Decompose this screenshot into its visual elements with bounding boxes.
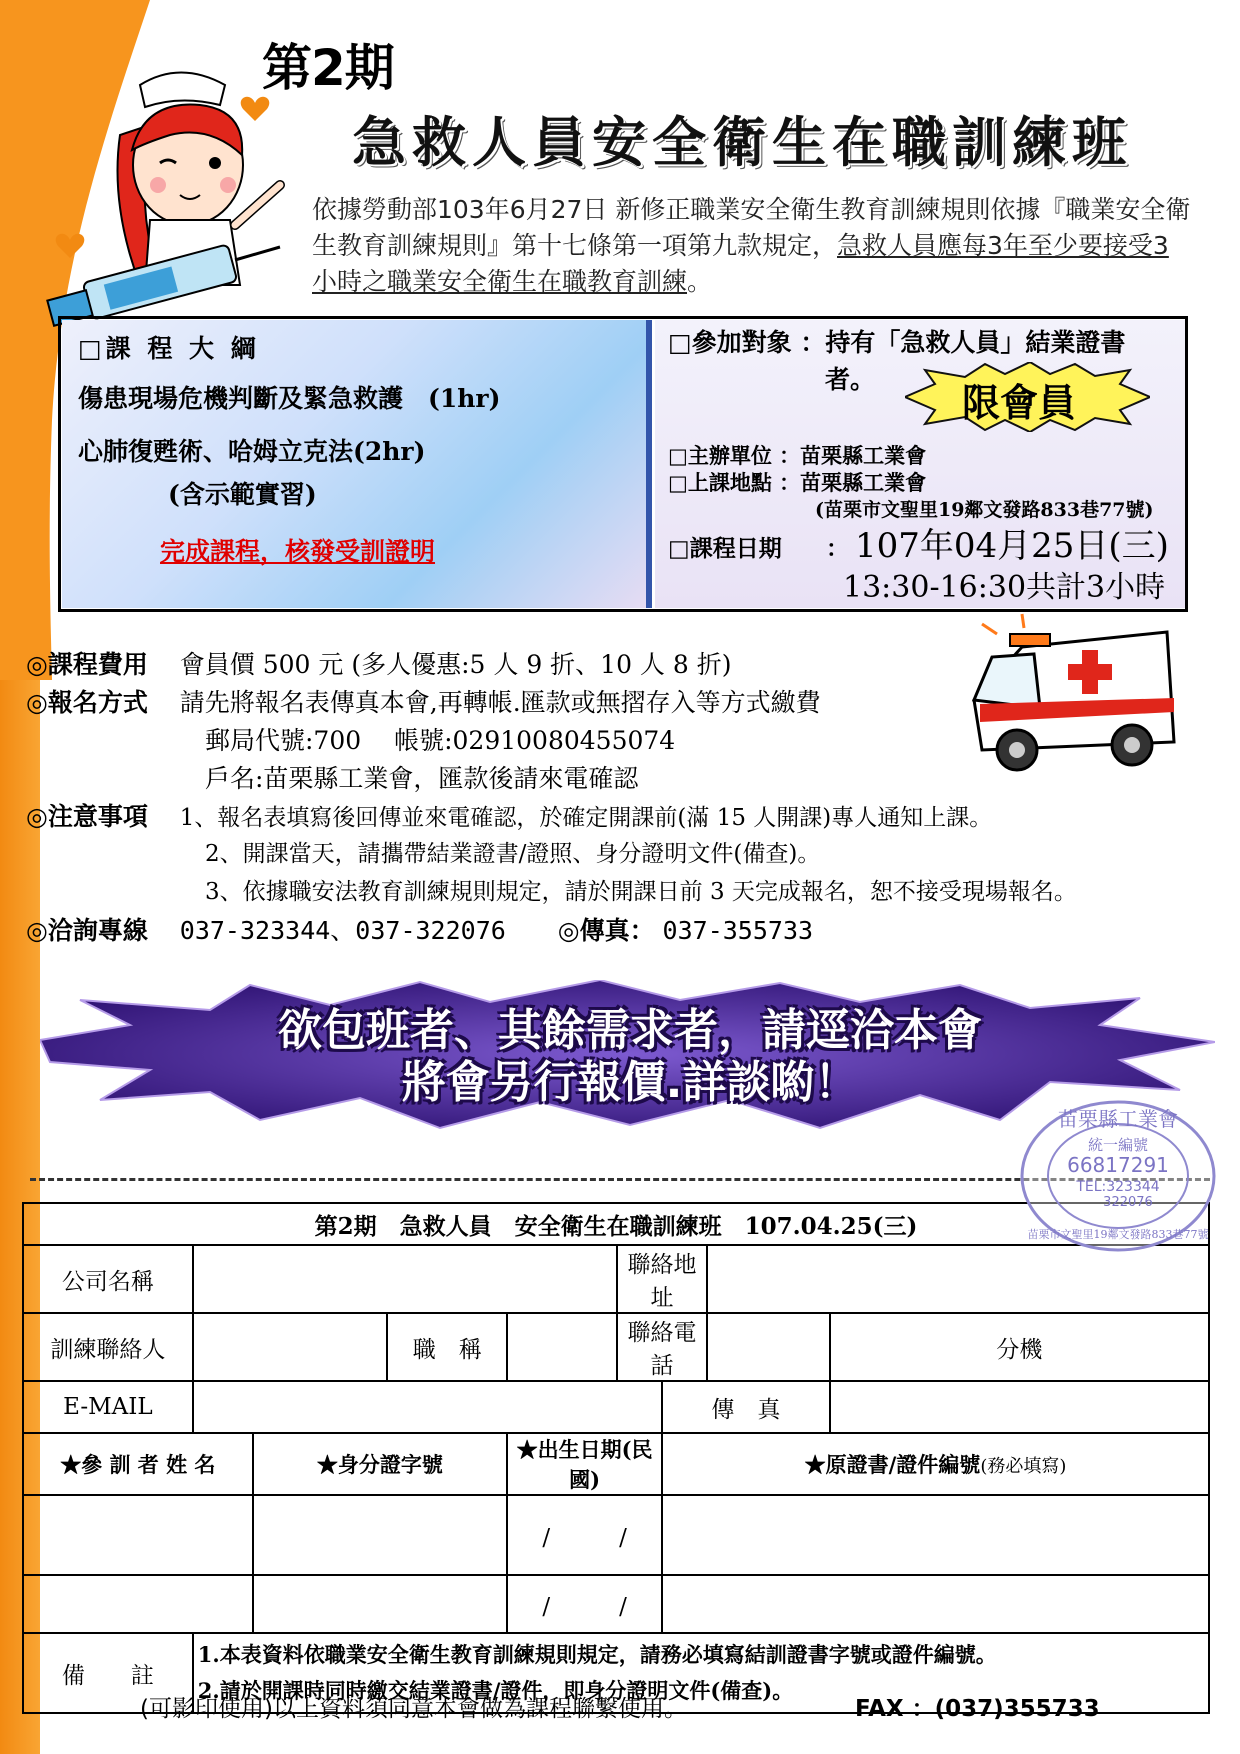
session-title: 第2期 — [262, 39, 394, 97]
phone-label: 聯絡電話 — [617, 1313, 707, 1381]
trainee-cert-field[interactable] — [662, 1495, 1209, 1575]
members-only-text: 限會員 — [962, 381, 1077, 425]
package-banner-text — [180, 1005, 1080, 1109]
signup-row — [26, 684, 821, 721]
intro-text-end: 。 — [687, 267, 713, 296]
remark-1: 1.本表資料依職業安全衛生教育訓練規則規定，請務必填寫結訓證書字號或證件編號。 — [197, 1642, 997, 1667]
organizer-line — [668, 440, 926, 470]
date-label: □課程日期 — [668, 535, 782, 562]
email-label: E-MAIL — [23, 1381, 193, 1433]
intro-text: 依據勞動部103年6月27日 新修正職業安全衛生教育訓練規則依據『職業安全衛生教育訓練規則』第十七條第一項第九款規定， — [312, 195, 1191, 260]
footer-note: (可影印使用)以上資料須同意本會做為課程聯繫使用。 — [140, 1696, 687, 1722]
course-date: 107年04月25日(三) — [855, 526, 1169, 566]
trainee-id-field[interactable] — [253, 1495, 508, 1575]
phone-field[interactable] — [707, 1313, 830, 1381]
col-cert-title: ★原證書/證件編號 — [804, 1452, 981, 1477]
venue-line — [668, 467, 926, 497]
outline-item-2-note: (含示範實習) — [168, 480, 317, 509]
note-2: 2、開課當天，請攜帶結業證書/證照、身分證明文件(備查)。 — [205, 841, 821, 867]
company-label: 公司名稱 — [23, 1245, 193, 1313]
fax-field[interactable] — [830, 1381, 1209, 1433]
notes-row — [26, 798, 992, 837]
fee-label: ◎課程費用 — [26, 650, 148, 679]
banner-line-1: 欲包班者、其餘需求者，請逕洽本會 — [278, 1005, 982, 1056]
trainee-cert-field[interactable] — [662, 1575, 1209, 1633]
venue-label: □上課地點 — [668, 470, 772, 495]
notes-label: ◎注意事項 — [26, 802, 148, 831]
target-value: ：持有「急救人員」結業證書 — [800, 328, 1126, 357]
col-id-header: ★身分證字號 — [253, 1433, 508, 1495]
registration-form — [22, 1202, 1210, 1714]
banner-line-2: 將會另行報價.詳談喲！ — [401, 1057, 859, 1108]
ext-field[interactable] — [830, 1313, 1209, 1381]
course-title: 急救人員安全衛生在職訓練班 — [352, 111, 1132, 174]
note-1: 1、報名表填寫後回傳並來電確認，於確定開課前(滿 15 人開課)專人通知上課。 — [179, 805, 993, 831]
address-label: 聯絡地址 — [617, 1245, 707, 1313]
company-field[interactable] — [193, 1245, 617, 1313]
trainee-id-field[interactable] — [253, 1575, 508, 1633]
venue-value: ：苗栗縣工業會 — [779, 470, 927, 495]
birth-date-separators: / / — [542, 1524, 627, 1551]
footer-fax: FAX ：(037)355733 — [855, 1696, 1100, 1722]
trainee-name-field[interactable] — [23, 1495, 253, 1575]
venue-address: (苗栗市文聖里19鄰文發路833巷77號) — [815, 499, 1154, 521]
note-3: 3、依據職安法教育訓練規則規定，請於開課日前 3 天完成報名，恕不接受現場報名。 — [205, 879, 1077, 905]
stamp-address: 苗栗市文聖里19鄰文發路833巷77號 — [1027, 1228, 1209, 1241]
fax-form-label: 傳 真 — [662, 1381, 830, 1433]
course-time: 13:30-16:30共計3小時 — [843, 570, 1166, 605]
intro-underlined-text: 急救人員應每3年至少要接受3小時之職業安全衛生在職教育訓練 — [312, 231, 1169, 296]
certificate-note: 完成課程，核發受訓證明 — [160, 537, 436, 566]
remark-2: 2.請於開課時同時繳交結業證書/證件，即身分證明文件(備查)。 — [197, 1678, 794, 1703]
col-cert-header — [662, 1433, 1209, 1495]
trainee-name-field[interactable] — [23, 1575, 253, 1633]
stamp-tel: TEL:323344 — [1076, 1179, 1160, 1195]
ambulance-illustration — [962, 612, 1184, 777]
outline-item-1: 傷患現場危機判斷及緊急救護 (1hr) — [78, 384, 501, 413]
official-seal-stamp — [1018, 1098, 1218, 1253]
outline-heading: □課 程 大 綱 — [78, 334, 260, 363]
col-name-header: ★參 訓 者 姓 名 — [23, 1433, 253, 1495]
stamp-id-label: 統一編號 — [1087, 1136, 1149, 1154]
account-name: 戶名:苗栗縣工業會，匯款後請來電確認 — [205, 764, 639, 793]
date-colon: ： — [826, 535, 849, 562]
fax-value: 037-355733 — [662, 916, 814, 945]
hotline-value: 037-323344、037-322076 — [179, 916, 506, 945]
hotline-row — [26, 912, 813, 949]
fee-value: 會員價 500 元 (多人優惠:5 人 9 折、10 人 8 折) — [179, 650, 732, 679]
organizer-label: □主辦單位 — [668, 443, 772, 468]
col-cert-note: (務必填寫) — [980, 1456, 1067, 1477]
trainee-birth-field[interactable] — [507, 1495, 662, 1575]
stamp-tel-2: 322076 — [1103, 1195, 1153, 1210]
stamp-id: 66817291 — [1067, 1153, 1169, 1177]
remarks-label: 備 註 — [23, 1633, 193, 1713]
ext-label: 分機 — [996, 1336, 1043, 1363]
col-birth-header: ★出生日期(民國) — [507, 1433, 662, 1495]
outline-item-2: 心肺復甦術、哈姆立克法(2hr) — [78, 437, 426, 466]
position-label: 職 稱 — [387, 1313, 507, 1381]
position-field[interactable] — [507, 1313, 617, 1381]
trainee-birth-field[interactable] — [507, 1575, 662, 1633]
stamp-org: 苗栗縣工業會 — [1058, 1107, 1178, 1131]
contact-field[interactable] — [193, 1313, 388, 1381]
fax-label: ◎傳真： — [557, 916, 655, 945]
postal-account: 郵局代號:700 帳號:02910080455074 — [205, 726, 676, 755]
hotline-label: ◎洽詢專線 — [26, 916, 148, 945]
birth-date-separators: / / — [542, 1593, 627, 1620]
address-field[interactable] — [707, 1245, 1209, 1313]
target-line — [668, 326, 1125, 360]
contact-label: 訓練聯絡人 — [23, 1313, 193, 1381]
form-title: 第2期 急救人員 安全衛生在職訓練班 107.04.25(三) — [23, 1203, 1209, 1245]
fee-row — [26, 646, 731, 683]
email-field[interactable] — [193, 1381, 662, 1433]
target-value-cont: 者。 — [825, 365, 876, 394]
signup-label: ◎報名方式 — [26, 688, 148, 717]
target-label: □參加對象 — [668, 328, 792, 357]
signup-value: 請先將報名表傳真本會,再轉帳.匯款或無摺存入等方式繳費 — [179, 688, 821, 717]
organizer-value: ：苗栗縣工業會 — [779, 443, 927, 468]
syringe-illustration — [45, 225, 285, 330]
intro-paragraph — [312, 192, 1192, 300]
